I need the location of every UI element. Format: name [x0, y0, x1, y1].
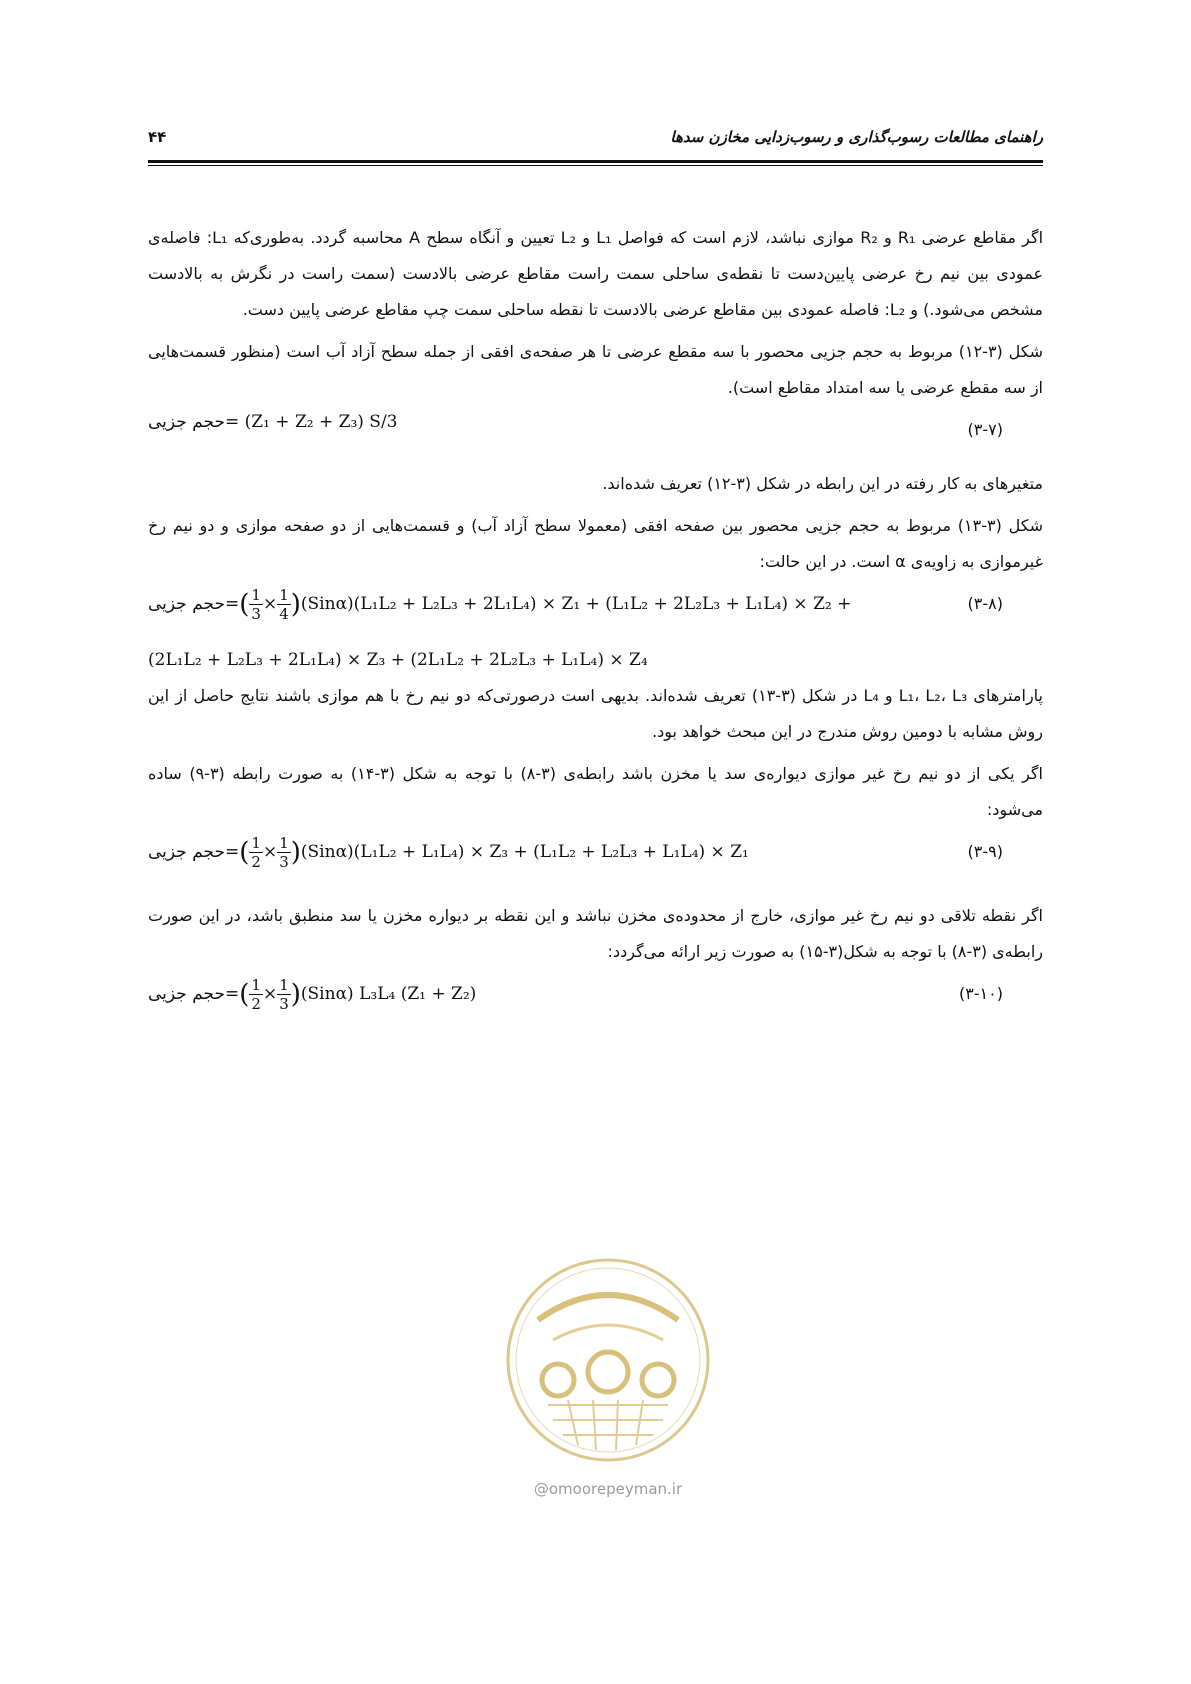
- paragraph-4: شکل (۳-۱۳) مربوط به حجم جزیی محصور بین صفحه افقی (معمولا سطح آزاد آب) و قسمت‌هایی از دو صفحه موازی و دو نیم رخ غیرموازی به زاویه‌ی α است. در این حالت:: [148, 516, 1043, 571]
- equation-3-8: [148, 586, 1043, 642]
- header-rule-thin: [148, 165, 1043, 166]
- equation-3-8-continuation: (2L₁L₂ + L₂L₃ + 2L₁L₄) × Z₃ + (2L₁L₂ + 2L₂L₃ + L₁L₄) × Z₄: [148, 650, 648, 670]
- equation-3-10-expression: حجم جزیی=( $\frac{1}{2}$ × $\frac{1}{3}$ )(Sinα) L₃L₄ (Z₁ + Z₂): [148, 976, 477, 1013]
- equation-3-8-expression: حجم جزیی=( $\frac{1}{3}$ × $\frac{1}{4}$ )(Sinα)(L₁L₂ + L₂L₃ + 2L₁L₄) × Z₁ + (L₁L₂ + 2L₂L₃ + L₁L₄) × Z₂ +: [148, 586, 852, 623]
- equation-3-9-body: (Sinα)(L₁L₂ + L₁L₄) × Z₃ + (L₁L₂ + L₂L₃ + L₁L₄) × Z₁: [300, 842, 749, 862]
- equation-3-10-lhs: حجم جزیی: [148, 984, 225, 1004]
- equation-3-8-label: (۳-۸): [967, 594, 1003, 613]
- equation-3-9-label: (۳-۹): [967, 842, 1003, 861]
- equation-3-10-label: (۳-۱۰): [958, 984, 1003, 1003]
- paragraph-2: شکل (۳-۱۲) مربوط به حجم جزیی محصور با سه مقطع عرضی تا هر صفحه‌ی افقی از جمله سطح آزاد آب است (منظور قسمت‌هایی از سه مقطع عرضی یا سه امتداد مقاطع است).: [148, 342, 1044, 397]
- paragraph-5: پارامترهای L₁، L₂، L₃ و L₄ در شکل (۳-۱۳) تعریف شده‌اند. بدیهی است درصورتی‌که دو نیم رخ با هم موازی باشند نتایج حاصل از این روش مشابه با دومین روش مندرج در این مبحث خواهد بود.: [148, 686, 1043, 741]
- fraction-2: $\frac{1}{3}$: [279, 834, 289, 871]
- equation-3-10: [148, 976, 1043, 1032]
- fraction-1: $\frac{1}{3}$: [251, 586, 261, 623]
- watermark-logo: [498, 1250, 718, 1470]
- equation-3-7: [148, 412, 1043, 458]
- paragraph-6: اگر یکی از دو نیم رخ غیر موازی دیواره‌ی سد یا مخزن باشد رابطه‌ی (۳-۸) با توجه به شکل (۳-۱۴) به صورت رابطه (۳-۹) ساده می‌شود:: [148, 764, 1043, 819]
- fraction-2: $\frac{1}{4}$: [279, 586, 289, 623]
- paragraph-1: اگر مقاطع عرضی R₁ و R₂ موازی نباشد، لازم است که فواصل L₁ و L₂ تعیین و آنگاه سطح A محاسبه گردد. به‌طوری‌که L₁: فاصله‌ی عمودی بین نیم رخ عرضی پایین‌دست تا نقطه‌ی ساحلی سمت راست مقاطع عرضی بالادست (سمت راست در نگرش به بالادست مشخص می‌شود.) و L₂: فاصله عمودی بین مقاطع عرضی بالادست تا نقطه ساحلی سمت چپ مقاطع عرضی پایین دست.: [148, 228, 1044, 319]
- equation-3-8-lhs: حجم جزیی: [148, 594, 225, 614]
- page-number: ۴۴: [148, 128, 167, 146]
- running-title: راهنمای مطالعات رسوب‌گذاری و رسوب‌زدایی مخازن سدها: [670, 128, 1043, 146]
- equation-3-9-lhs: حجم جزیی: [148, 842, 225, 862]
- watermark-url: @omoorepeyman.ir: [533, 1480, 683, 1498]
- equation-3-7-lhs: حجم جزیی: [148, 412, 225, 432]
- equation-3-9-expression: حجم جزیی=( $\frac{1}{2}$ × $\frac{1}{3}$ )(Sinα)(L₁L₂ + L₁L₄) × Z₃ + (L₁L₂ + L₂L₃ + L₁L₄) × Z₁: [148, 834, 749, 871]
- fraction-2: $\frac{1}{3}$: [279, 976, 289, 1013]
- header-rule-thick: [148, 160, 1043, 163]
- equation-3-7-body: = (Z₁ + Z₂ + Z₃) S/3: [225, 412, 398, 432]
- fraction-1: $\frac{1}{2}$: [251, 834, 261, 871]
- paragraph-3: متغیرهای به کار رفته در این رابطه در شکل (۳-۱۲) تعریف شده‌اند.: [602, 474, 1043, 493]
- equation-3-7-expression: [148, 412, 398, 432]
- equation-3-8-body: (Sinα)(L₁L₂ + L₂L₃ + 2L₁L₄) × Z₁ + (L₁L₂ + 2L₂L₃ + L₁L₄) × Z₂ +: [300, 594, 852, 614]
- page-header: [148, 128, 1043, 160]
- paragraph-7: اگر نقطه تلاقی دو نیم رخ غیر موازی، خارج از محدوده‌ی مخزن نباشد و این نقطه بر دیواره مخزن یا سد منطبق باشد، در این صورت رابطه‌ی (۳-۸) با توجه به شکل(۳-۱۵) به صورت زیر ارائه می‌گردد:: [148, 906, 1043, 961]
- equation-3-7-label: (۳-۷): [967, 420, 1003, 439]
- equation-3-10-body: (Sinα) L₃L₄ (Z₁ + Z₂): [300, 984, 477, 1004]
- equation-3-9: [148, 834, 1043, 890]
- fraction-1: $\frac{1}{2}$: [251, 976, 261, 1013]
- page-body: [148, 220, 1043, 1040]
